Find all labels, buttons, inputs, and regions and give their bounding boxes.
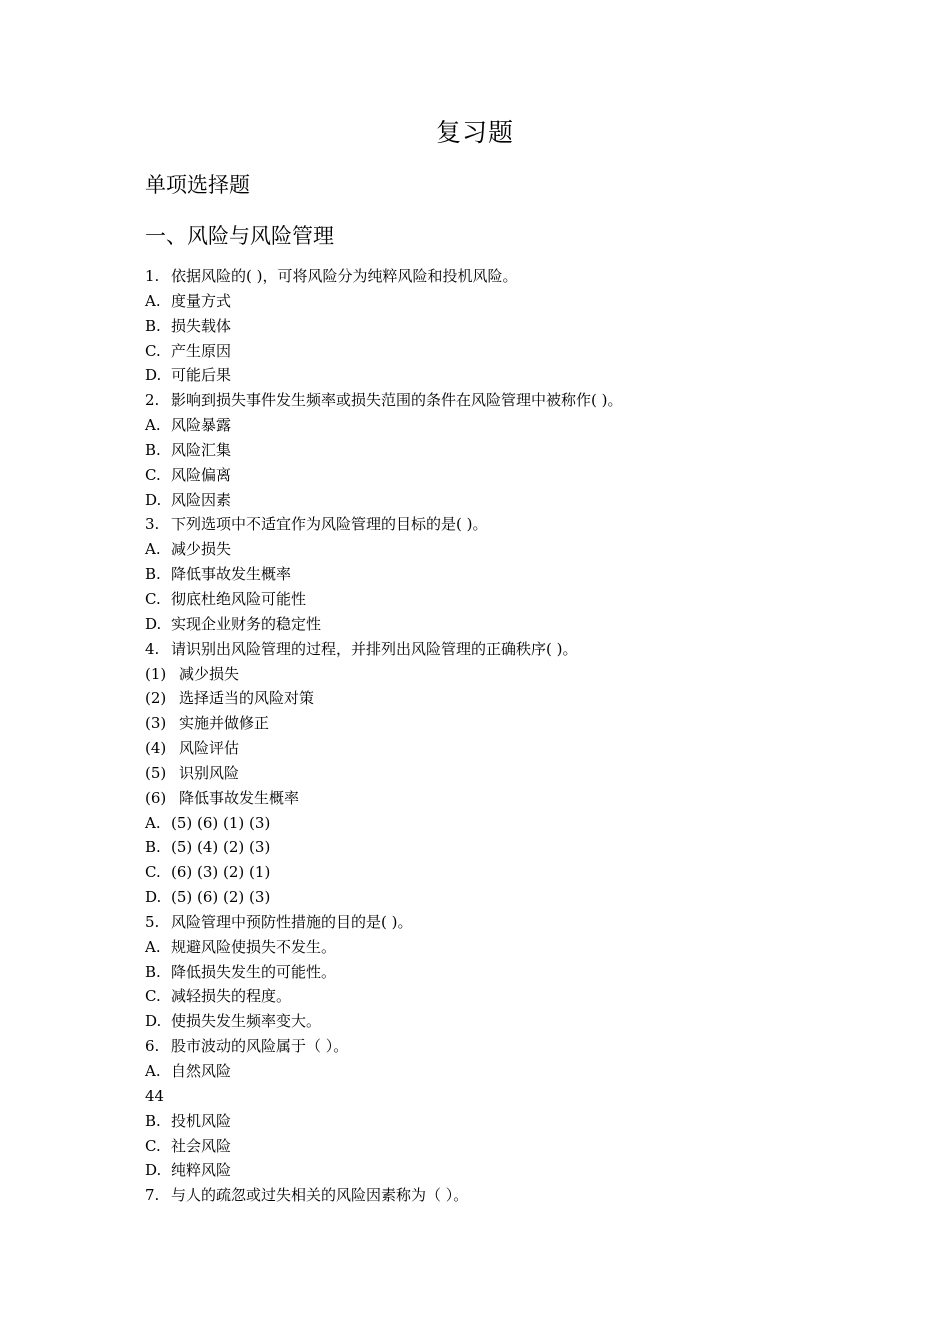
line-text: (5) (4) (2) (3) [171, 838, 271, 857]
question-line [145, 736, 845, 761]
line-text: 实施并做修正 [179, 714, 270, 733]
line-text: 依据风险的( )，可将风险分为纯粹风险和投机风险。 [171, 267, 518, 285]
question-line [145, 835, 845, 860]
page-number: 44 [145, 1086, 165, 1105]
line-label: B. [145, 838, 161, 857]
question-line [145, 289, 845, 314]
line-label: (4) [145, 739, 167, 758]
question-line [145, 960, 845, 985]
question-line [145, 612, 845, 637]
question-line [145, 637, 845, 662]
line-text: 可能后果 [171, 366, 232, 385]
question-line [145, 885, 845, 910]
question-line [145, 711, 845, 736]
question-line [145, 910, 845, 935]
line-label: A. [145, 1062, 161, 1080]
line-text: 损失载体 [171, 316, 232, 335]
question-line [145, 686, 845, 711]
line-text: 影响到损失事件发生频率或损失范围的条件在风险管理中被称作( )。 [171, 391, 623, 410]
line-label: B. [145, 962, 161, 981]
line-text: 风险汇集 [171, 440, 232, 459]
question-line [145, 463, 845, 488]
line-label: A. [145, 937, 161, 956]
line-label: 3. [145, 515, 160, 534]
question-line [145, 512, 845, 537]
line-label: 4. [145, 639, 160, 658]
line-text: 纯粹风险 [171, 1161, 232, 1180]
line-label: 7. [145, 1186, 160, 1205]
line-label: D. [145, 490, 162, 509]
line-label: A. [145, 291, 161, 310]
line-label: C. [145, 987, 161, 1006]
question-line [145, 935, 845, 960]
line-label: A. [145, 813, 161, 832]
question-line [145, 264, 845, 289]
question-line [145, 1109, 845, 1134]
line-text: 风险偏离 [171, 465, 232, 484]
chapter-heading: 一、风险与风险管理 [145, 224, 334, 248]
line-text: 实现企业财务的稳定性 [171, 614, 322, 633]
line-text: 风险评估 [179, 739, 240, 758]
question-line [145, 488, 845, 513]
line-text: (6) (3) (2) (1) [171, 863, 271, 882]
line-label: C. [145, 465, 161, 484]
question-line [145, 537, 845, 562]
line-text: 与人的疏忽或过失相关的风险因素称为（ ）。 [171, 1186, 469, 1205]
line-label: 2. [145, 391, 160, 410]
question-line [145, 562, 845, 587]
line-text: 下列选项中不适宜作为风险管理的目标的是( )。 [171, 515, 488, 534]
line-label: D. [145, 366, 162, 385]
line-text: 彻底杜绝风险可能性 [171, 589, 307, 608]
question-line [145, 786, 845, 811]
line-text: 降低损失发生的可能性。 [171, 962, 337, 981]
question-line [145, 1059, 845, 1084]
question-line [145, 388, 845, 413]
line-label: B. [145, 565, 161, 584]
question-line [145, 1084, 845, 1109]
page-title: 复习题 [435, 118, 514, 147]
line-text: 自然风险 [171, 1062, 232, 1080]
line-text: 风险暴露 [171, 416, 232, 435]
question-line [145, 1158, 845, 1183]
line-text: 降低事故发生概率 [171, 565, 292, 584]
line-text: 风险管理中预防性措施的目的是( )。 [171, 912, 413, 931]
line-text: 减轻损失的程度。 [171, 987, 292, 1006]
line-label: C. [145, 1136, 161, 1155]
question-line [145, 860, 845, 885]
line-text: (5) (6) (2) (3) [171, 888, 271, 907]
section-type-heading: 单项选择题 [145, 173, 250, 197]
line-text: 识别风险 [179, 763, 240, 782]
line-text: 度量方式 [171, 291, 232, 310]
line-text: 股市波动的风险属于（ ）。 [171, 1037, 349, 1056]
line-text: 使损失发生频率变大。 [171, 1012, 322, 1031]
line-label: (6) [145, 788, 167, 807]
line-text: 社会风险 [171, 1136, 232, 1155]
line-text: 产生原因 [171, 341, 232, 360]
line-label: D. [145, 1161, 162, 1180]
line-label: A. [145, 416, 161, 435]
line-label: B. [145, 316, 161, 335]
line-label: (1) [145, 664, 167, 683]
question-line [145, 339, 845, 364]
line-label: C. [145, 341, 161, 360]
question-list [145, 264, 845, 1208]
line-text: 请识别出风险管理的过程，并排列出风险管理的正确秩序( )。 [171, 639, 578, 658]
question-line [145, 438, 845, 463]
question-line [145, 413, 845, 438]
question-line [145, 1134, 845, 1159]
question-line [145, 984, 845, 1009]
line-label: B. [145, 440, 161, 459]
question-line [145, 1183, 845, 1208]
line-text: 规避风险使损失不发生。 [171, 937, 337, 956]
line-text: 选择适当的风险对策 [179, 689, 315, 708]
line-text: 降低事故发生概率 [179, 788, 300, 807]
line-label: D. [145, 1012, 162, 1031]
line-text: 风险因素 [171, 490, 232, 509]
line-label: C. [145, 863, 161, 882]
line-label: C. [145, 589, 161, 608]
question-line [145, 363, 845, 388]
question-line [145, 1034, 845, 1059]
line-label: 1. [145, 267, 160, 285]
line-text: 投机风险 [171, 1111, 232, 1130]
line-label: A. [145, 540, 161, 559]
line-text: (5) (6) (1) (3) [171, 813, 271, 832]
line-label: 6. [145, 1037, 160, 1056]
line-label: 5. [145, 912, 160, 931]
question-line [145, 1009, 845, 1034]
line-text: 减少损失 [179, 664, 240, 683]
line-label: (5) [145, 763, 167, 782]
line-label: (2) [145, 689, 167, 708]
question-line [145, 314, 845, 339]
line-label: D. [145, 888, 162, 907]
line-text: 减少损失 [171, 540, 232, 559]
question-line [145, 662, 845, 687]
question-line [145, 811, 845, 836]
question-line [145, 587, 845, 612]
line-label: B. [145, 1111, 161, 1130]
line-label: (3) [145, 714, 167, 733]
line-label: D. [145, 614, 162, 633]
question-line [145, 761, 845, 786]
